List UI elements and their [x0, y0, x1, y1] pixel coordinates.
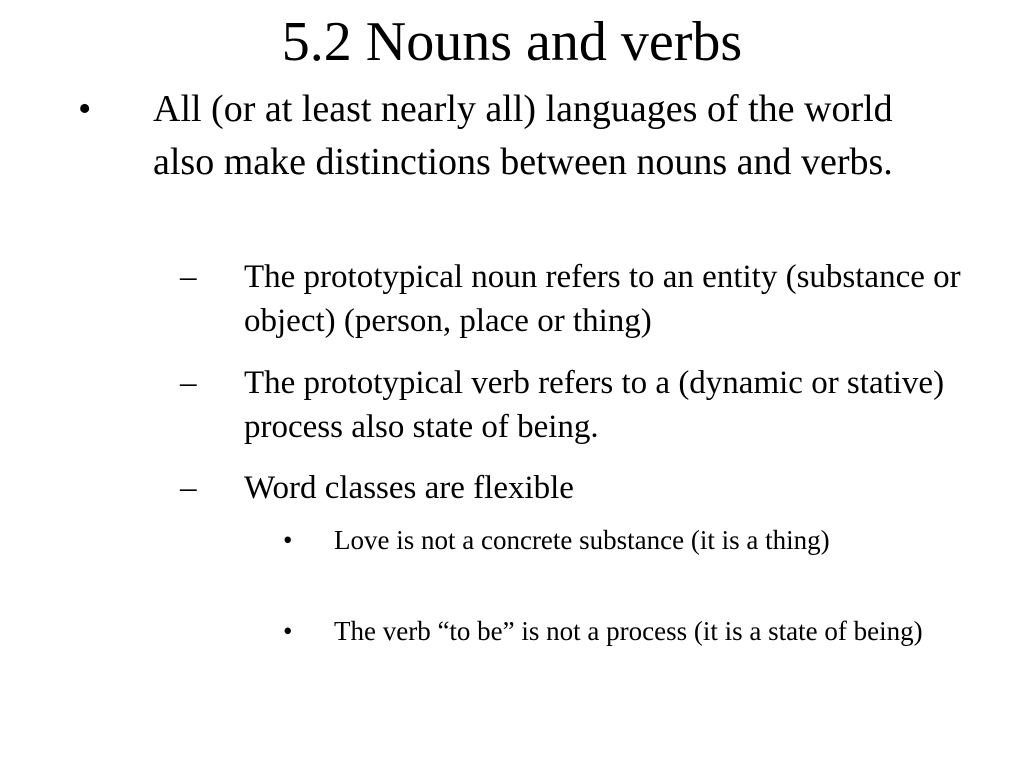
- dash-marker: –: [180, 365, 197, 401]
- sub-bullet-text: The prototypical noun refers to an entity (substance or object) (person, place or thing): [244, 259, 961, 339]
- dash-marker: –: [180, 470, 197, 506]
- bullet-marker: •: [78, 88, 92, 130]
- dash-marker: –: [180, 259, 197, 295]
- bullet-marker: •: [283, 616, 293, 646]
- slide-title: 5.2 Nouns and verbs: [281, 11, 743, 73]
- sub-bullet-text: Word classes are flexible: [244, 470, 574, 506]
- bullet-marker: •: [283, 525, 293, 555]
- sub-sub-bullet-text: The verb “to be” is not a process (it is a state of being): [334, 616, 923, 646]
- bullet-text: All (or at least nearly all) languages of the world also make distinctions between nouns and verbs.: [153, 88, 893, 183]
- sub-bullet-text: The prototypical verb refers to a (dynamic or stative) process also state of being.: [244, 365, 945, 445]
- sub-sub-bullet-text: Love is not a concrete substance (it is a thing): [334, 525, 830, 555]
